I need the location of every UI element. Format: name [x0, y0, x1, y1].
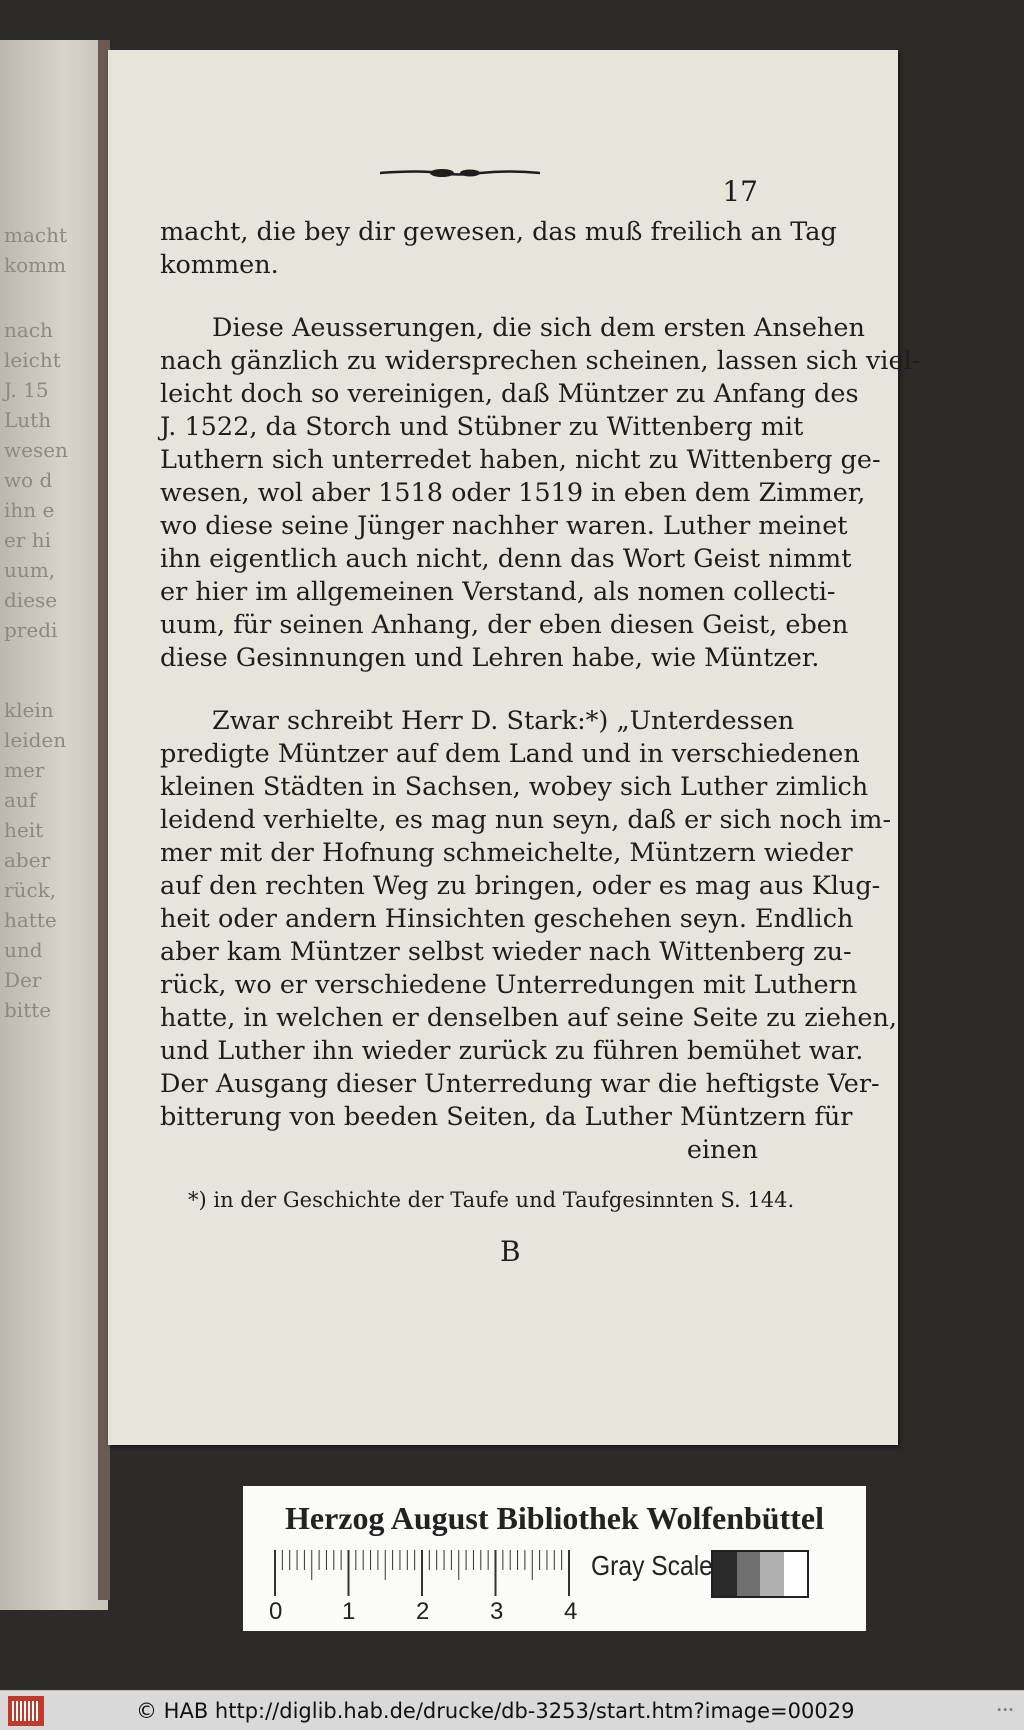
previous-page-fragment: und — [4, 938, 43, 962]
ruler-number: 1 — [342, 1598, 356, 1625]
previous-page-fragment: aber — [4, 848, 51, 872]
previous-page-fragment: nach — [4, 318, 53, 342]
text-line: hatte, in welchen er denselben auf seine Seite zu ziehen, — [160, 1003, 897, 1033]
previous-page-fragment: Der — [4, 968, 42, 992]
previous-page-fragment: wo d — [4, 468, 53, 492]
text-line: predigte Müntzer auf dem Land und in verschiedenen — [160, 739, 860, 769]
previous-page-fragment: auf — [4, 788, 37, 812]
text-line: Diese Aeusserungen, die sich dem ersten Ansehen — [212, 313, 865, 343]
gray-scale-label: Gray Scale — [591, 1550, 713, 1581]
previous-page-fragment: er hi — [4, 528, 52, 552]
previous-page-fragment: heit — [4, 818, 44, 842]
previous-page-edge — [0, 40, 108, 1610]
text-line: uum, für seinen Anhang, der eben diesen Geist, eben — [160, 610, 849, 640]
previous-page-fragment: Luth — [4, 408, 52, 432]
text-line: leidend verhielte, es mag nun seyn, daß er sich noch im- — [160, 805, 892, 835]
text-line: ihn eigentlich auch nicht, denn das Wort Geist nimmt — [160, 544, 852, 574]
ruler-number: 0 — [269, 1598, 283, 1625]
previous-page-fragment: ihn e — [4, 498, 55, 522]
text-line: aber kam Müntzer selbst wieder nach Wittenberg zu- — [160, 937, 852, 967]
text-line: nach gänzlich zu widersprechen scheinen, lassen sich viel- — [160, 346, 921, 376]
library-name: Herzog August Bibliothek Wolfenbüttel — [284, 1500, 824, 1536]
ruler-number: 4 — [564, 1598, 578, 1625]
text-line: bitterung von beeden Seiten, da Luther Müntzern für — [160, 1102, 853, 1132]
copyright-url[interactable]: © HAB http://diglib.hab.de/drucke/db-3253/start.htm?image=00029 — [136, 1698, 855, 1723]
text-line: leicht doch so vereinigen, daß Müntzer zu Anfang des — [160, 379, 859, 409]
previous-page-fragment: macht — [4, 223, 68, 247]
text-line: er hier im allgemeinen Verstand, als nomen collecti- — [160, 577, 836, 607]
signature-mark: B — [500, 1235, 521, 1268]
text-line: Der Ausgang dieser Unterredung war die heftigste Ver- — [160, 1069, 880, 1099]
book-page — [108, 50, 921, 1445]
gray-swatch-cell — [784, 1552, 808, 1596]
previous-page-fragment: hatte — [4, 908, 57, 932]
text-line: Luthern sich unterredet haben, nicht zu Wittenberg ge- — [160, 445, 881, 475]
gray-swatch-cell — [713, 1552, 737, 1596]
text-line: kleinen Städten in Sachsen, wobey sich Luther zimlich — [160, 772, 869, 802]
viewer-footer — [0, 1690, 1024, 1730]
text-line: macht, die bey dir gewesen, das muß freilich an Tag — [160, 217, 837, 247]
text-line: mer mit der Hofnung schmeichelte, Müntzern wieder — [160, 838, 853, 868]
gray-swatch-cell — [737, 1552, 761, 1596]
ruler-number: 2 — [416, 1598, 430, 1625]
previous-page-fragment: komm — [4, 253, 67, 277]
previous-page-fragment: klein — [4, 698, 54, 722]
text-line: rück, wo er verschiedene Unterredungen mit Luthern — [160, 970, 858, 1000]
previous-page-fragment: leicht — [4, 348, 61, 372]
previous-page-fragment: rück, — [4, 878, 57, 902]
ruler-number: 3 — [490, 1598, 504, 1625]
gray-swatch-cell — [760, 1552, 784, 1596]
gray-scale-swatch — [711, 1550, 809, 1598]
scale-ruler — [273, 1550, 573, 1596]
catchword: einen — [686, 1135, 758, 1165]
previous-page-fragment: J. 15 — [4, 378, 49, 402]
header-ornament — [380, 168, 540, 178]
text-line: J. 1522, da Storch und Stübner zu Wittenberg mit — [160, 412, 804, 442]
text-line: kommen. — [160, 250, 279, 280]
text-line: und Luther ihn wieder zurück zu führen bemühet war. — [160, 1036, 864, 1066]
previous-page-fragment: predi — [4, 618, 58, 642]
text-line: Zwar schreibt Herr D. Stark:*) „Unterdessen — [212, 706, 795, 736]
previous-page-fragment: leiden — [4, 728, 67, 752]
color-target-card — [243, 1486, 866, 1631]
previous-page-fragment: wesen — [4, 438, 68, 462]
body-text — [160, 217, 921, 1168]
text-line: wo diese seine Jünger nachher waren. Luther meinet — [160, 511, 848, 541]
previous-page-fragment: mer — [4, 758, 45, 782]
footnote: *) in der Geschichte der Taufe und Taufgesinnten S. 144. — [188, 1188, 795, 1212]
previous-page-fragment: bitte — [4, 998, 52, 1022]
hab-logo-icon — [8, 1696, 44, 1726]
previous-page-fragment: uum, — [4, 558, 56, 582]
text-line: wesen, wol aber 1518 oder 1519 in eben dem Zimmer, — [160, 478, 866, 508]
previous-page-fragment: diese — [4, 588, 58, 612]
more-icon[interactable]: ••• — [996, 1705, 1014, 1716]
text-line: heit oder andern Hinsichten geschehen seyn. Endlich — [160, 904, 854, 934]
page-number: 17 — [722, 175, 758, 208]
text-line: diese Gesinnungen und Lehren habe, wie Müntzer. — [160, 643, 820, 673]
text-line: auf den rechten Weg zu bringen, oder es mag aus Klug- — [160, 871, 881, 901]
